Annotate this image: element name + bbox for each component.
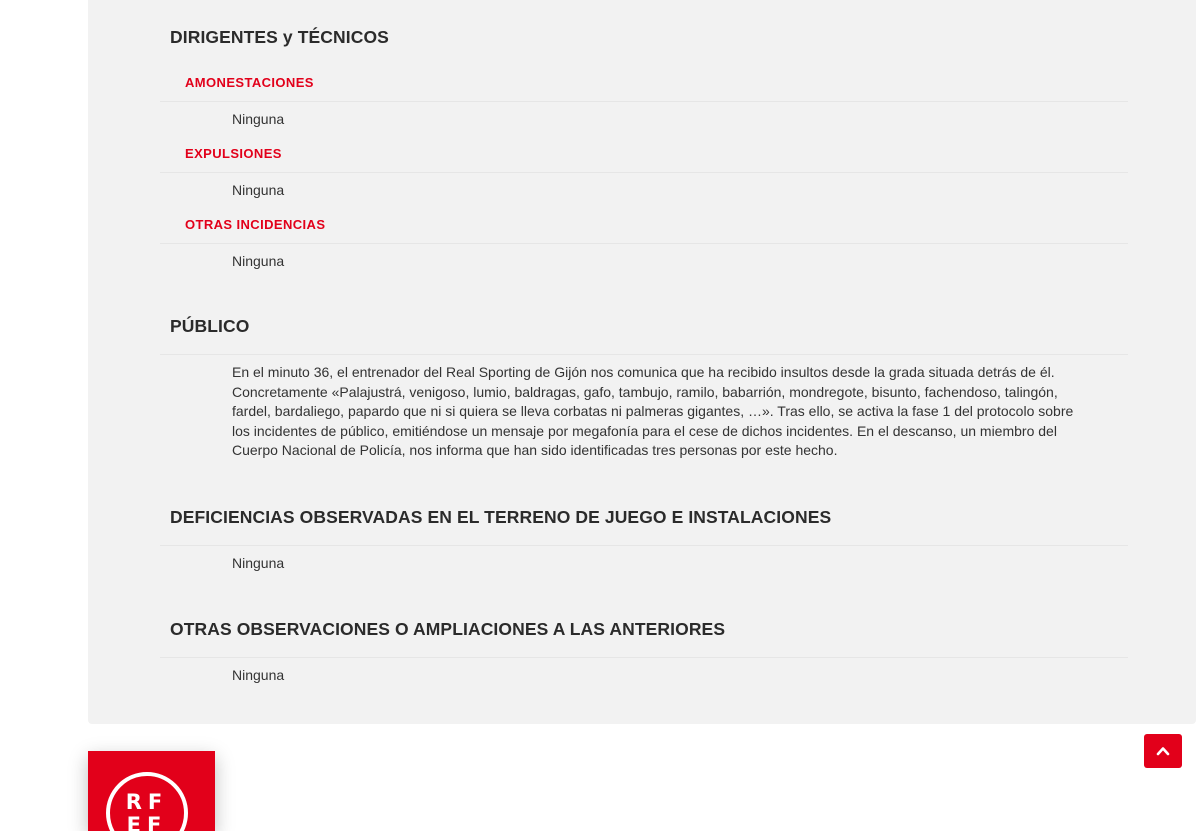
section-title-dirigentes: DIRIGENTES y TÉCNICOS <box>170 27 389 47</box>
logo-text-line2: EF <box>126 813 168 831</box>
rfef-logo[interactable] <box>88 751 215 831</box>
chevron-up-icon <box>1156 744 1170 758</box>
divider <box>160 243 1128 244</box>
divider <box>160 657 1128 658</box>
subsection-otras-incidencias: OTRAS INCIDENCIAS <box>185 217 326 232</box>
expulsiones-value: Ninguna <box>232 182 285 198</box>
divider <box>160 101 1128 102</box>
divider <box>160 172 1128 173</box>
report-panel <box>88 0 1196 724</box>
scroll-to-top-button[interactable] <box>1144 734 1182 768</box>
divider <box>160 545 1128 546</box>
divider <box>160 354 1128 355</box>
section-title-otras-observaciones: OTRAS OBSERVACIONES O AMPLIACIONES A LAS ANTERIORES <box>170 619 726 639</box>
otras-incidencias-value: Ninguna <box>232 253 285 269</box>
section-title-publico: PÚBLICO <box>170 316 250 336</box>
subsection-expulsiones: EXPULSIONES <box>185 146 282 161</box>
section-title-deficiencias: DEFICIENCIAS OBSERVADAS EN EL TERRENO DE JUEGO E INSTALACIONES <box>170 507 832 527</box>
subsection-amonestaciones: AMONESTACIONES <box>185 75 314 90</box>
publico-text: En el minuto 36, el entrenador del Real Sporting de Gijón nos comunica que ha recibido insultos desde la grada situada detrás de él. Concretamente «Palajustrá, venigoso, lumio, baldragas, gafo, tambujo, ramilo, babarrión, mondregote, bisunto, fachendoso, talingón, fardel, bardaliego, papardo que ni si quiera se lleva corbatas ni palmeras gigantes, …». Tras ello, se activa la fase 1 del protocolo sobre los incidentes de público, emitiéndose un mensaje por megafonía para el cese de dichos incidentes. En el descanso, un miembro del Cuerpo Nacional de Policía, nos informa que han sido identificadas tres personas por este hecho. <box>232 364 1074 458</box>
logo-text-line1: RF <box>125 790 169 814</box>
amonestaciones-value: Ninguna <box>232 111 285 127</box>
otras-observaciones-value: Ninguna <box>232 667 285 683</box>
deficiencias-value: Ninguna <box>232 555 285 571</box>
